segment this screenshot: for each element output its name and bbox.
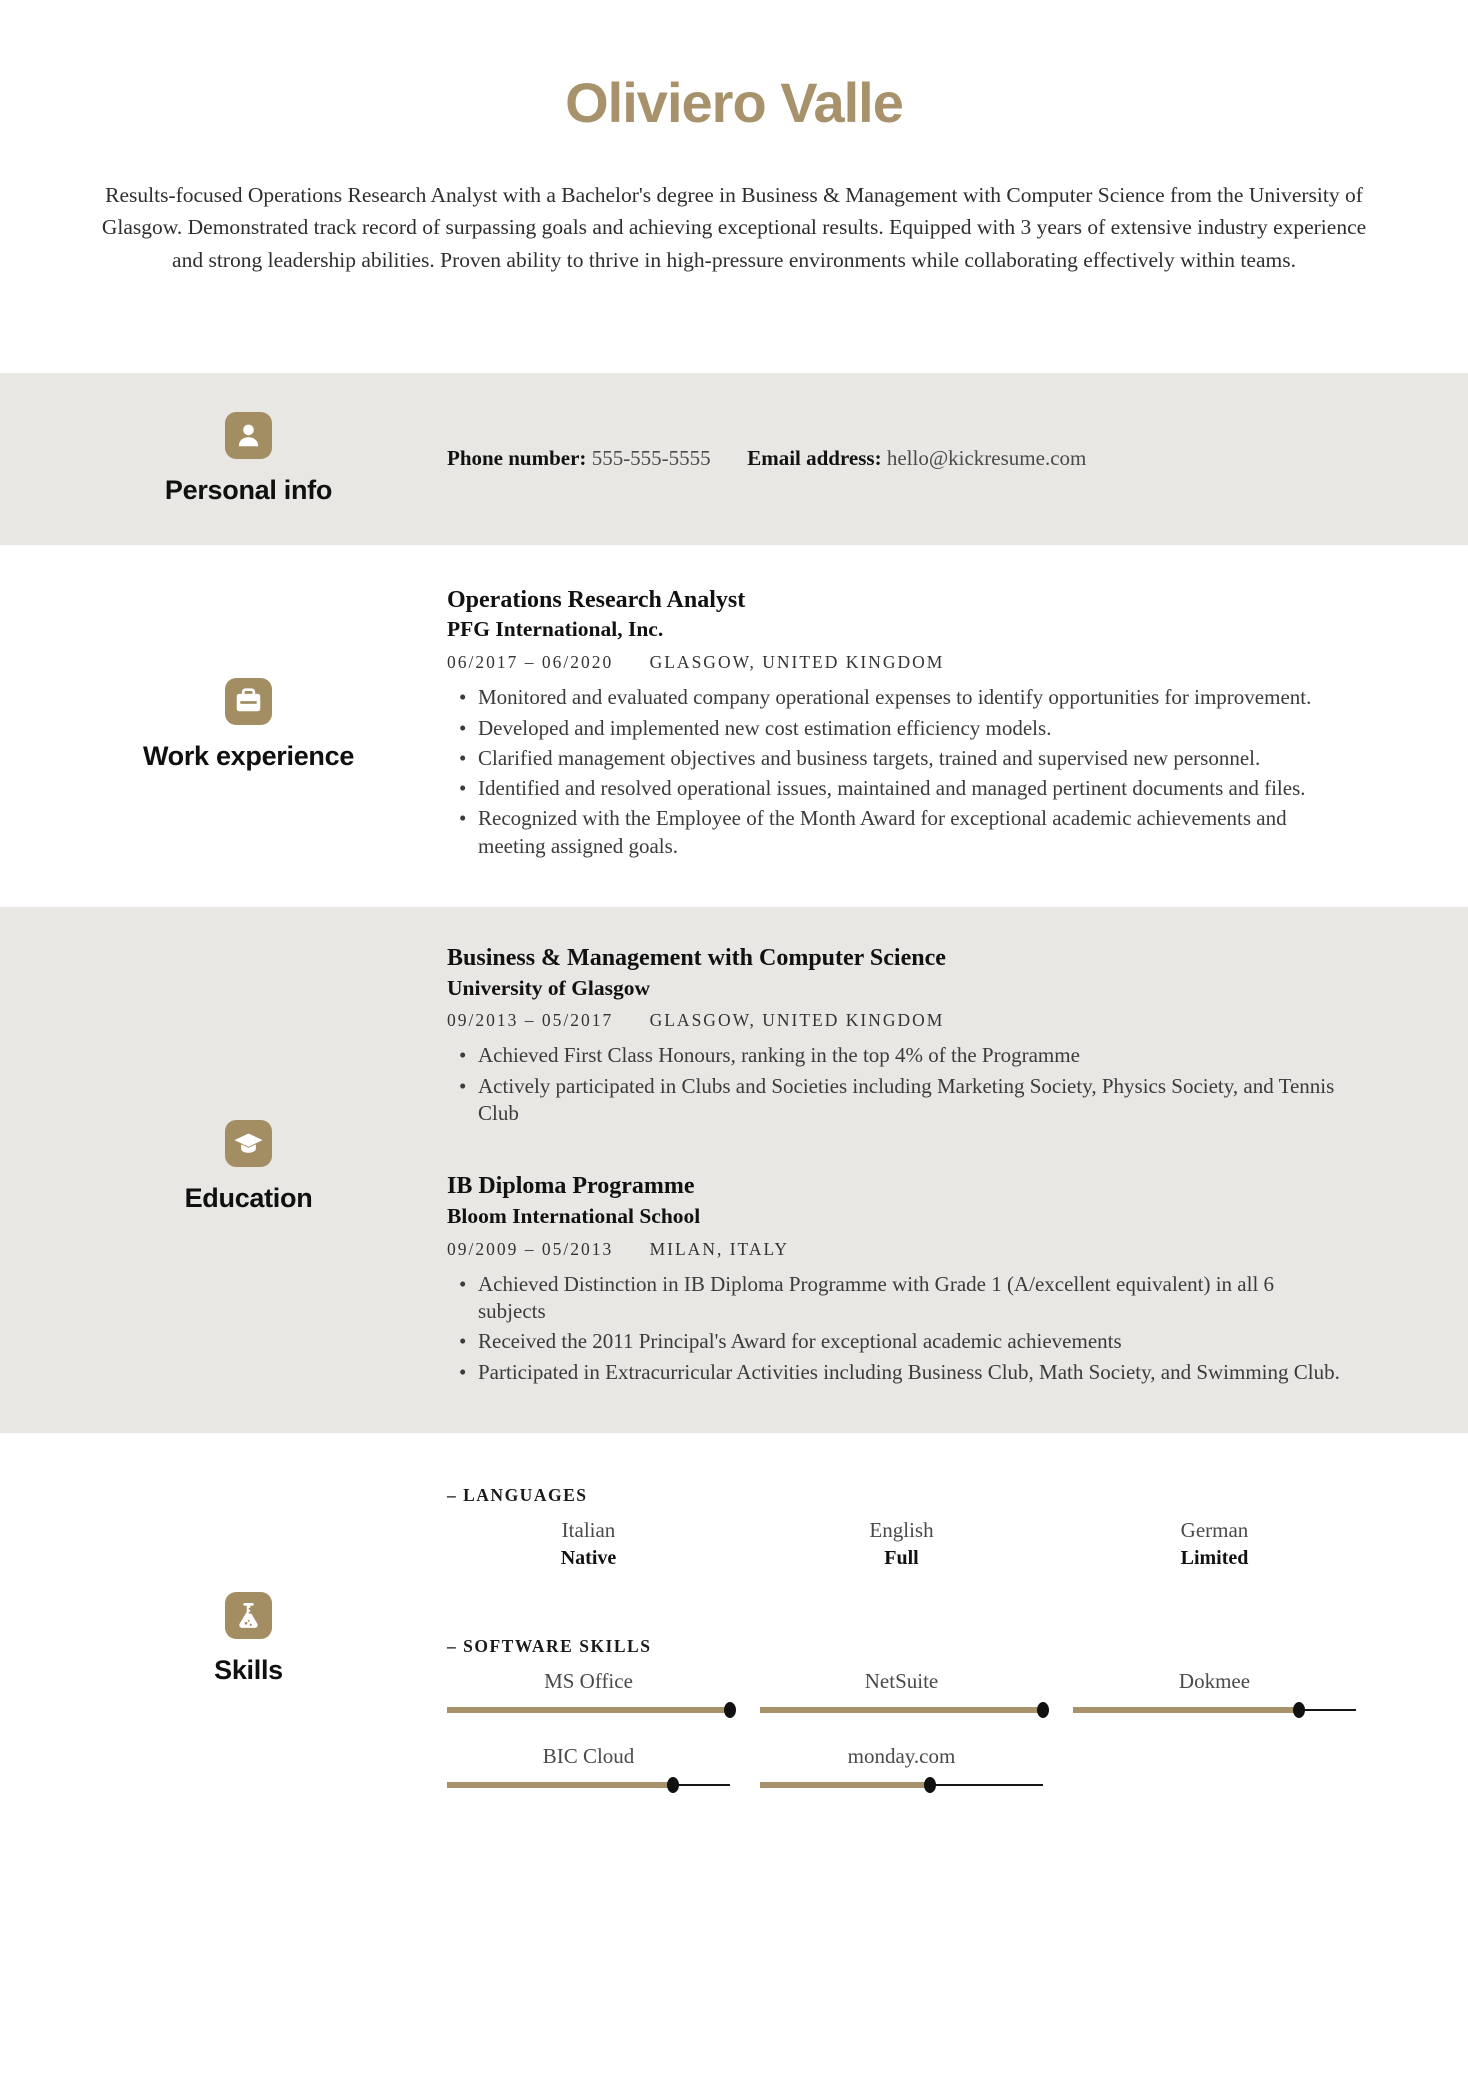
skill-name: MS Office <box>544 1668 633 1693</box>
slider-knob <box>1037 1702 1049 1718</box>
section-label-education: Education <box>184 1182 313 1213</box>
education-entry <box>447 1173 1356 1386</box>
bullet-item: • Actively participated in Clubs and Societies including Marketing Society, Physics Society, and Tennis Club <box>447 1073 1342 1128</box>
software-skill-item <box>760 1744 1043 1793</box>
briefcase-icon <box>225 678 272 725</box>
education-entry <box>447 945 1356 1127</box>
language-level: Native <box>560 1546 617 1569</box>
skill-level-slider <box>447 1777 730 1793</box>
personal-info-section <box>0 373 1468 545</box>
software-skills-grid <box>447 1669 1356 1793</box>
languages-grid <box>447 1518 1356 1570</box>
section-label-skills: Skills <box>214 1654 283 1685</box>
contact-row <box>447 446 1356 471</box>
language-level: Limited <box>1180 1546 1249 1569</box>
skill-level-slider <box>447 1702 730 1718</box>
phone-label: Phone number: <box>447 446 587 471</box>
phone-value: 555-555-5555 <box>591 446 711 471</box>
job-bullet-list <box>447 684 1342 860</box>
work-experience-section <box>0 545 1468 907</box>
skills-section <box>0 1433 1468 2029</box>
language-item <box>760 1518 1043 1570</box>
languages-heading: – LANGUAGES <box>447 1484 588 1505</box>
school-meta <box>447 1239 1356 1260</box>
person-icon <box>225 412 272 459</box>
flask-icon <box>225 1592 272 1639</box>
bullet-item: • Achieved First Class Honours, ranking in the top 4% of the Programme <box>447 1042 1342 1069</box>
job-dates: 06/2017 – 06/2020 <box>447 652 614 673</box>
education-section <box>0 907 1468 1433</box>
slider-fill <box>760 1782 930 1788</box>
slider-knob <box>1293 1702 1305 1718</box>
job-location: GLASGOW, UNITED KINGDOM <box>649 652 945 673</box>
bullet-item: • Achieved Distinction in IB Diploma Programme with Grade 1 (A/excellent equivalent) in all 6 subjects <box>447 1271 1342 1326</box>
language-item <box>447 1518 730 1570</box>
skills-side <box>0 1592 447 1686</box>
skill-level-slider <box>760 1702 1043 1718</box>
email-value: hello@kickresume.com <box>886 446 1087 471</box>
graduation-cap-icon <box>225 1120 272 1167</box>
slider-knob <box>724 1702 736 1718</box>
skill-name: Dokmee <box>1178 1668 1251 1693</box>
bullet-item: • Clarified management objectives and business targets, trained and supervised new personnel. <box>447 745 1342 772</box>
summary-text: Results-focused Operations Research Analyst with a Bachelor's degree in Business & Management with Computer Science from the University of Glasgow. Demonstrated track record of surpassing goals and achieving exceptional results. Equipped with 3 years of extensive industry experience and strong leadership abilities. Proven ability to thrive in high-pressure environments while collaborating effectively within teams. <box>101 182 1367 273</box>
bullet-item: • Received the 2011 Principal's Award for exceptional academic achievements <box>447 1328 1342 1355</box>
software-skills-heading: – SOFTWARE SKILLS <box>447 1635 652 1656</box>
languages-block <box>447 1485 1356 1570</box>
school-name: Bloom International School <box>447 1203 701 1228</box>
bullet-item: • Recognized with the Employee of the Month Award for exceptional academic achievements and meeting assigned goals. <box>447 805 1342 860</box>
education-side <box>0 1120 447 1214</box>
slider-knob <box>924 1777 936 1793</box>
email-label: Email address: <box>747 446 882 471</box>
job-title: Operations Research Analyst <box>447 586 746 613</box>
school-dates: 09/2009 – 05/2013 <box>447 1238 614 1259</box>
skill-level-slider <box>1073 1702 1356 1718</box>
software-skills-block <box>447 1636 1356 1793</box>
slider-knob <box>667 1777 679 1793</box>
school-dates: 09/2013 – 05/2017 <box>447 1010 614 1031</box>
skill-name: NetSuite <box>864 1668 939 1693</box>
slider-fill <box>447 1782 673 1788</box>
degree-title: Business & Management with Computer Science <box>447 944 946 971</box>
language-level: Full <box>884 1546 919 1569</box>
skill-level-slider <box>760 1777 1043 1793</box>
section-label-work-experience: Work experience <box>142 740 355 771</box>
school-meta <box>447 1010 1356 1031</box>
school-location: MILAN, ITALY <box>649 1238 790 1259</box>
bullet-item: • Monitored and evaluated company operational expenses to identify opportunities for improvement. <box>447 684 1342 711</box>
school-location: GLASGOW, UNITED KINGDOM <box>649 1010 945 1031</box>
slider-fill <box>1073 1707 1299 1713</box>
company-name: PFG International, Inc. <box>447 617 664 642</box>
education-bullet-list <box>447 1042 1342 1127</box>
software-skill-item <box>1073 1669 1356 1718</box>
bullet-item: • Identified and resolved operational issues, maintained and managed pertinent documents and files. <box>447 775 1342 802</box>
software-skill-item <box>447 1669 730 1718</box>
language-item <box>1073 1518 1356 1570</box>
section-label-personal-info: Personal info <box>164 474 333 505</box>
degree-title: IB Diploma Programme <box>447 1173 695 1200</box>
skill-name: monday.com <box>847 1743 956 1768</box>
skill-name: BIC Cloud <box>542 1743 635 1768</box>
language-name: German <box>1180 1517 1249 1542</box>
personal-info-side <box>0 412 447 506</box>
job-meta <box>447 652 1356 673</box>
slider-fill <box>760 1707 1043 1713</box>
software-skill-item <box>447 1744 730 1793</box>
slider-fill <box>447 1707 730 1713</box>
language-name: English <box>869 1517 934 1542</box>
software-skill-item <box>760 1669 1043 1718</box>
bullet-item: • Participated in Extracurricular Activities including Business Club, Math Society, and Swimming Club. <box>447 1359 1342 1386</box>
page-title: Oliviero Valle <box>565 71 903 134</box>
resume-header <box>0 0 1468 277</box>
education-bullet-list <box>447 1271 1342 1386</box>
school-name: University of Glasgow <box>447 975 651 1000</box>
language-name: Italian <box>561 1517 616 1542</box>
job-entry <box>447 587 1356 860</box>
bullet-item: • Developed and implemented new cost estimation efficiency models. <box>447 715 1342 742</box>
work-experience-side <box>0 678 447 772</box>
